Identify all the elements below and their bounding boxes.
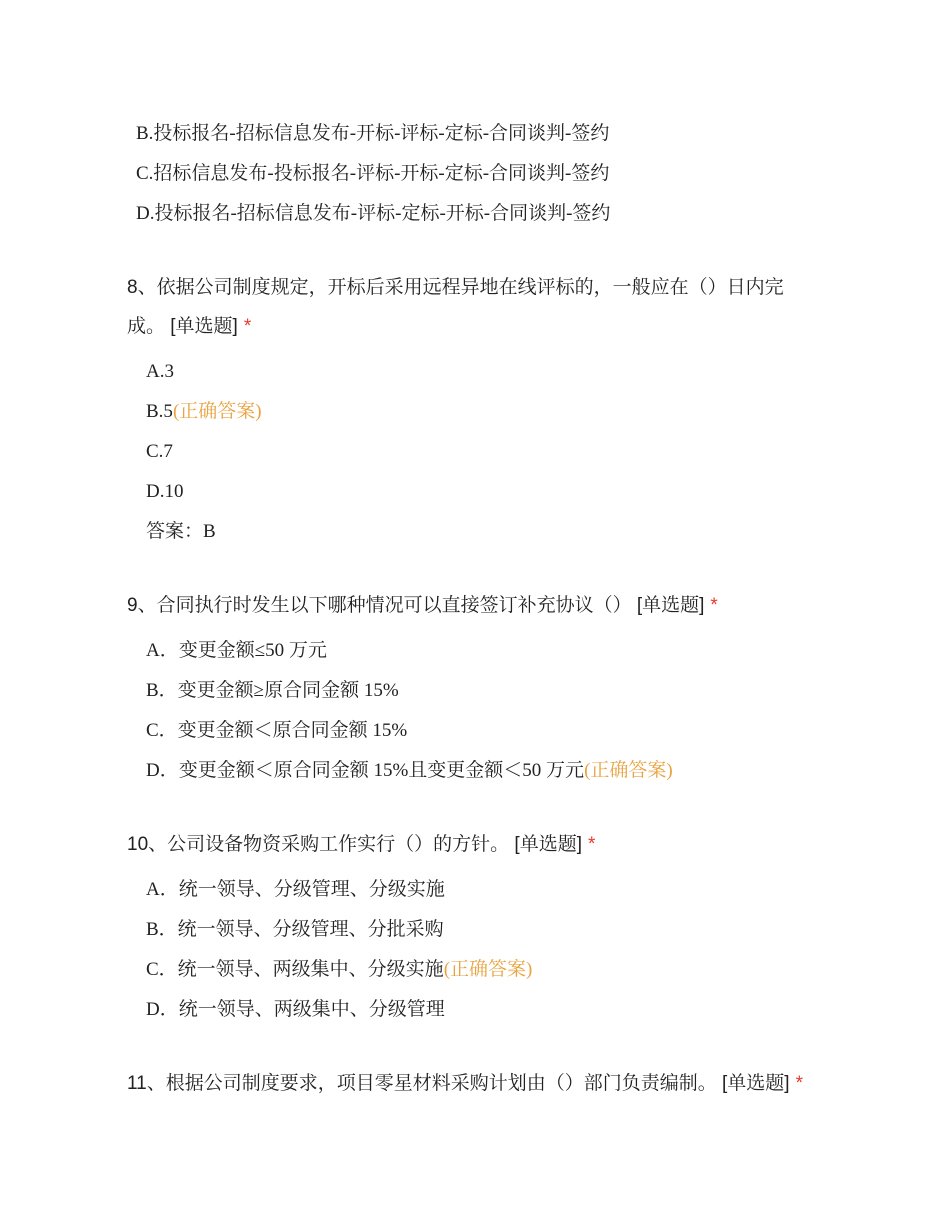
question-title-line <box>127 268 890 307</box>
question-8 <box>127 268 890 552</box>
question-title-line <box>127 1064 890 1103</box>
options-group <box>127 631 890 791</box>
correct-answer-label: (正确答案) <box>172 401 262 422</box>
question-title-line <box>127 307 890 346</box>
option-line: C.招标信息发布-投标报名-评标-开标-定标-合同谈判-签约 <box>136 163 610 184</box>
question-text: 成。 [单选题] <box>127 316 238 337</box>
option-line: D．统一领导、两级集中、分级管理 <box>146 999 445 1020</box>
option-line <box>127 751 890 791</box>
option-line: A．统一领导、分级管理、分级实施 <box>146 879 445 900</box>
required-asterisk: * <box>795 1073 803 1094</box>
question-text: 11、根据公司制度要求，项目零星材料采购计划由（）部门负责编制。 [单选题] <box>127 1073 790 1094</box>
options-group <box>127 870 890 1030</box>
correct-answer-label: (正确答案) <box>443 959 533 980</box>
answer-line: 答案：B <box>146 521 216 542</box>
option-line: B.投标报名-招标信息发布-开标-评标-定标-合同谈判-签约 <box>136 123 610 144</box>
question-title <box>127 268 890 346</box>
option-text: B.5 <box>146 401 173 422</box>
required-asterisk: * <box>587 834 596 855</box>
option-line <box>127 950 890 990</box>
option-line: D.10 <box>146 481 184 502</box>
option-line: B．变更金额≥原合同金额 15% <box>146 680 399 701</box>
question-title-line <box>127 586 890 625</box>
required-asterisk: * <box>243 316 252 337</box>
question-text: 9、合同执行时发生以下哪种情况可以直接签订补充协议（） [单选题] <box>127 595 705 616</box>
option-line: B．统一领导、分级管理、分批采购 <box>146 919 444 940</box>
question-title <box>127 1064 890 1103</box>
option-line: A．变更金额≤50 万元 <box>146 640 327 661</box>
previous-question-options <box>127 114 890 234</box>
option-line: A.3 <box>146 361 174 382</box>
option-text: C．统一领导、两级集中、分级实施 <box>146 959 444 980</box>
question-text: 8、依据公司制度规定，开标后采用远程异地在线评标的，一般应在（）日内完 <box>127 277 784 298</box>
question-text: 10、公司设备物资采购工作实行（）的方针。 [单选题] <box>127 834 582 855</box>
question-10 <box>127 825 890 1030</box>
option-line: C．变更金额＜原合同金额 15% <box>146 720 408 741</box>
option-text: D．变更金额＜原合同金额 15%且变更金额＜50 万元 <box>146 760 585 781</box>
question-11 <box>127 1064 890 1103</box>
required-asterisk: * <box>710 595 718 616</box>
question-9 <box>127 586 890 791</box>
option-line: D.投标报名-招标信息发布-评标-定标-开标-合同谈判-签约 <box>136 203 611 224</box>
option-line: C.7 <box>146 441 173 462</box>
options-group <box>127 352 890 552</box>
question-title-line <box>127 825 890 864</box>
question-title <box>127 586 890 625</box>
correct-answer-label: (正确答案) <box>584 760 673 781</box>
question-title <box>127 825 890 864</box>
option-line <box>127 392 890 432</box>
